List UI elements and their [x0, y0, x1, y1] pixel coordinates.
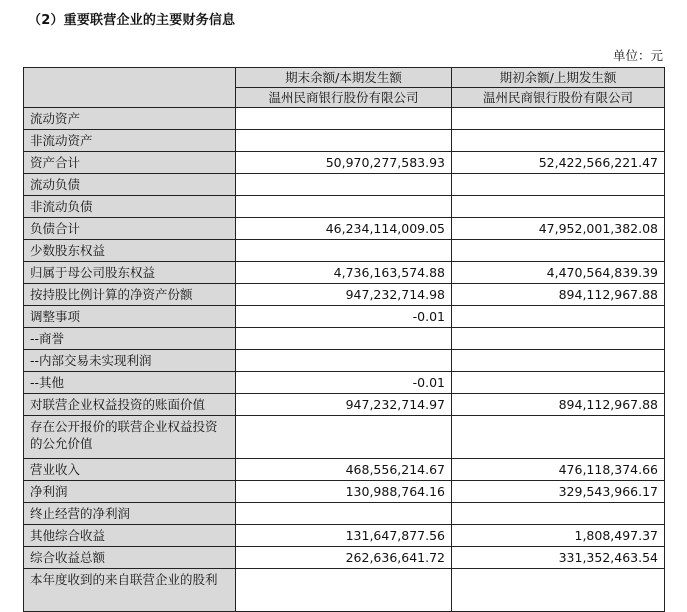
- table-row: [24, 218, 665, 240]
- current-period-value: [236, 350, 452, 372]
- prior-period-value: 4,470,564,839.39: [452, 262, 665, 284]
- current-period-value: 131,647,877.56: [236, 525, 452, 547]
- table-row: [24, 240, 665, 262]
- prior-period-value: 329,543,966.17: [452, 481, 665, 503]
- current-period-value: 947,232,714.97: [236, 394, 452, 416]
- row-label: 资产合计: [24, 152, 236, 174]
- current-period-value: 46,234,114,009.05: [236, 218, 452, 240]
- financial-info-table: [23, 67, 665, 612]
- section-title: （2）重要联营企业的主要财务信息: [28, 13, 236, 28]
- row-label: 非流动资产: [24, 130, 236, 152]
- table-row: [24, 174, 665, 196]
- prior-period-value: [452, 569, 665, 612]
- table-row: [24, 130, 665, 152]
- current-period-value: [236, 174, 452, 196]
- row-label: 终止经营的净利润: [24, 503, 236, 525]
- table-row: [24, 196, 665, 218]
- row-label: 少数股东权益: [24, 240, 236, 262]
- current-period-value: [236, 416, 452, 459]
- current-period-value: [236, 328, 452, 350]
- row-label: 流动资产: [24, 108, 236, 130]
- prior-period-value: [452, 306, 665, 328]
- current-period-value: 50,970,277,583.93: [236, 152, 452, 174]
- prior-period-value: 52,422,566,221.47: [452, 152, 665, 174]
- row-label: --其他: [24, 372, 236, 394]
- header-blank-cell: [24, 68, 236, 108]
- unit-label: 单位：元: [612, 48, 663, 63]
- prior-period-value: [452, 196, 665, 218]
- row-label: 综合收益总额: [24, 547, 236, 569]
- row-label: 按持股比例计算的净资产份额: [24, 284, 236, 306]
- prior-period-value: 894,112,967.88: [452, 394, 665, 416]
- row-label: 非流动负债: [24, 196, 236, 218]
- row-label: 负债合计: [24, 218, 236, 240]
- current-period-value: 130,988,764.16: [236, 481, 452, 503]
- table-row: [24, 284, 665, 306]
- prior-period-value: [452, 372, 665, 394]
- column-header-current-company: 温州民商银行股份有限公司: [236, 88, 452, 108]
- prior-period-value: 331,352,463.54: [452, 547, 665, 569]
- current-period-value: [236, 569, 452, 612]
- prior-period-value: 476,118,374.66: [452, 459, 665, 481]
- table-row: [24, 372, 665, 394]
- row-label: 本年度收到的来自联营企业的股利: [24, 569, 236, 612]
- table-row: [24, 459, 665, 481]
- column-header-prior-period: 期初余额/上期发生额: [452, 68, 665, 88]
- prior-period-value: 894,112,967.88: [452, 284, 665, 306]
- header-row-period: [24, 68, 665, 88]
- current-period-value: -0.01: [236, 372, 452, 394]
- current-period-value: [236, 130, 452, 152]
- prior-period-value: [452, 174, 665, 196]
- column-header-current-period: 期末余额/本期发生额: [236, 68, 452, 88]
- current-period-value: 468,556,214.67: [236, 459, 452, 481]
- current-period-value: 4,736,163,574.88: [236, 262, 452, 284]
- current-period-value: 947,232,714.98: [236, 284, 452, 306]
- table-row: [24, 152, 665, 174]
- table-row: [24, 328, 665, 350]
- current-period-value: -0.01: [236, 306, 452, 328]
- table-row: [24, 547, 665, 569]
- prior-period-value: 1,808,497.37: [452, 525, 665, 547]
- prior-period-value: [452, 240, 665, 262]
- row-label: 归属于母公司股东权益: [24, 262, 236, 284]
- row-label: --商誉: [24, 328, 236, 350]
- row-label: --内部交易未实现利润: [24, 350, 236, 372]
- current-period-value: 262,636,641.72: [236, 547, 452, 569]
- table-row: [24, 416, 665, 459]
- row-label: 营业收入: [24, 459, 236, 481]
- current-period-value: [236, 503, 452, 525]
- prior-period-value: 47,952,001,382.08: [452, 218, 665, 240]
- row-label: 其他综合收益: [24, 525, 236, 547]
- column-header-prior-company: 温州民商银行股份有限公司: [452, 88, 665, 108]
- current-period-value: [236, 240, 452, 262]
- prior-period-value: [452, 350, 665, 372]
- row-label: 对联营企业权益投资的账面价值: [24, 394, 236, 416]
- row-label: 净利润: [24, 481, 236, 503]
- prior-period-value: [452, 328, 665, 350]
- prior-period-value: [452, 503, 665, 525]
- prior-period-value: [452, 108, 665, 130]
- table-row: [24, 525, 665, 547]
- row-label: 存在公开报价的联营企业权益投资的公允价值: [24, 416, 236, 459]
- table-row: [24, 569, 665, 612]
- prior-period-value: [452, 130, 665, 152]
- table-row: [24, 108, 665, 130]
- prior-period-value: [452, 416, 665, 459]
- table-row: [24, 262, 665, 284]
- table-row: [24, 394, 665, 416]
- row-label: 调整事项: [24, 306, 236, 328]
- current-period-value: [236, 108, 452, 130]
- table-row: [24, 503, 665, 525]
- table-row: [24, 481, 665, 503]
- row-label: 流动负债: [24, 174, 236, 196]
- table-row: [24, 306, 665, 328]
- table-row: [24, 350, 665, 372]
- current-period-value: [236, 196, 452, 218]
